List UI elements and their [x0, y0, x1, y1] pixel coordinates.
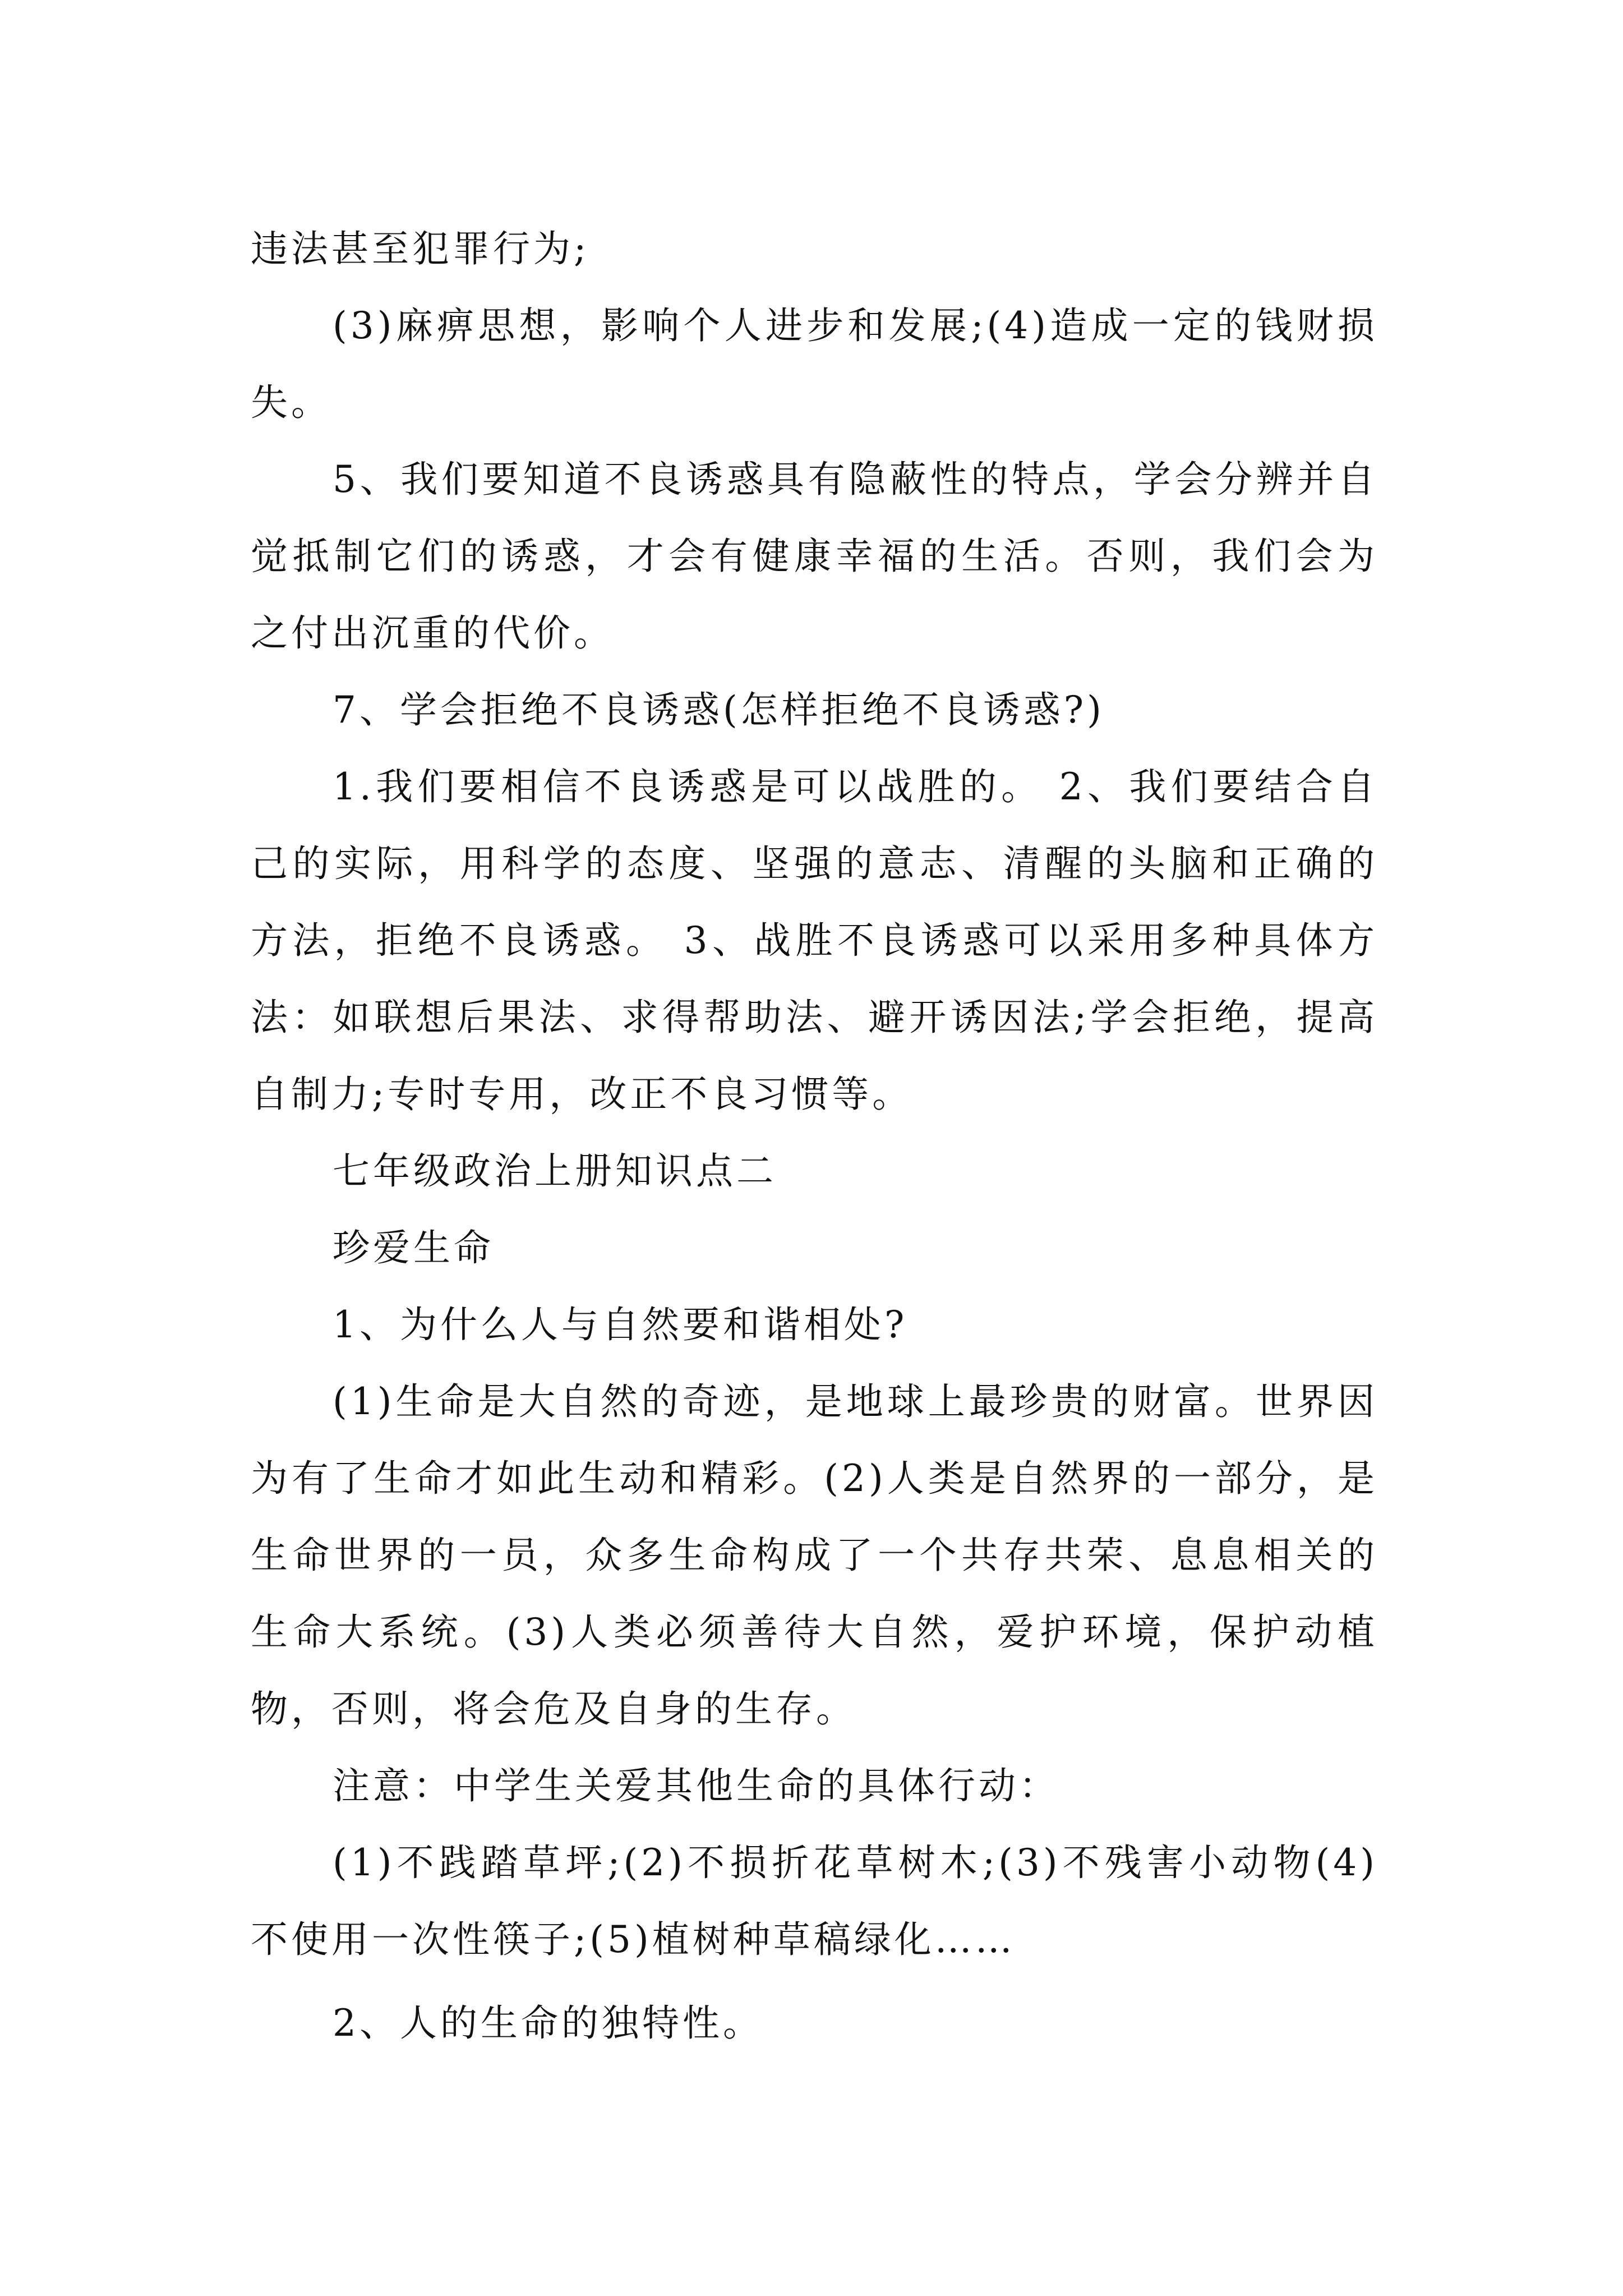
question-1-body: (1)生命是大自然的奇迹，是地球上最珍贵的财富。世界因为有了生命才如此生动和精彩。(2)人类是自然界的一部分，是生命世界的一员，众多生命构成了一个共存共荣、息息相关的生命大系统。(3)人类必须善待大自然，爱护环境，保护动植物，否则，将会危及自身的生存。	[251, 1380, 1378, 1731]
paragraph-point-5: 5、我们要知道不良诱惑具有隐蔽性的特点，学会分辨并自觉抵制它们的诱惑，才会有健康幸福的生活。否则，我们会为之付出沉重的代价。	[251, 458, 1378, 655]
section-heading: 七年级政治上册知识点二	[333, 1149, 777, 1193]
paragraph-point-7-body: 1.我们要相信不良诱惑是可以战胜的。 2、我们要结合自己的实际，用科学的态度、坚强的意志、清醒的头脑和正确的方法，拒绝不良诱惑。 3、战胜不良诱惑可以采用多种具体方法：如联想后果法、求得帮助法、避开诱因法;学会拒绝，提高自制力;专时专用，改正不良习惯等。	[251, 765, 1378, 1116]
paragraph-point-7-heading: 7、学会拒绝不良诱惑(怎样拒绝不良诱惑?)	[333, 688, 1105, 731]
note-heading: 注意：中学生关爱其他生命的具体行动：	[333, 1764, 1059, 1807]
question-2-heading: 2、人的生命的独特性。	[333, 2001, 763, 2045]
document-body	[251, 210, 1378, 2062]
paragraph-continuation: 违法甚至犯罪行为;	[251, 227, 590, 270]
section-subheading: 珍爱生命	[333, 1226, 494, 1269]
question-1-heading: 1、为什么人与自然要和谐相处?	[333, 1303, 908, 1346]
paragraph-harms: (3)麻痹思想，影响个人进步和发展;(4)造成一定的钱财损失。	[251, 304, 1378, 424]
note-list: (1)不践踏草坪;(2)不损折花草树木;(3)不残害小动物(4)不使用一次性筷子;(5)植树种草稿绿化……	[251, 1841, 1378, 1961]
